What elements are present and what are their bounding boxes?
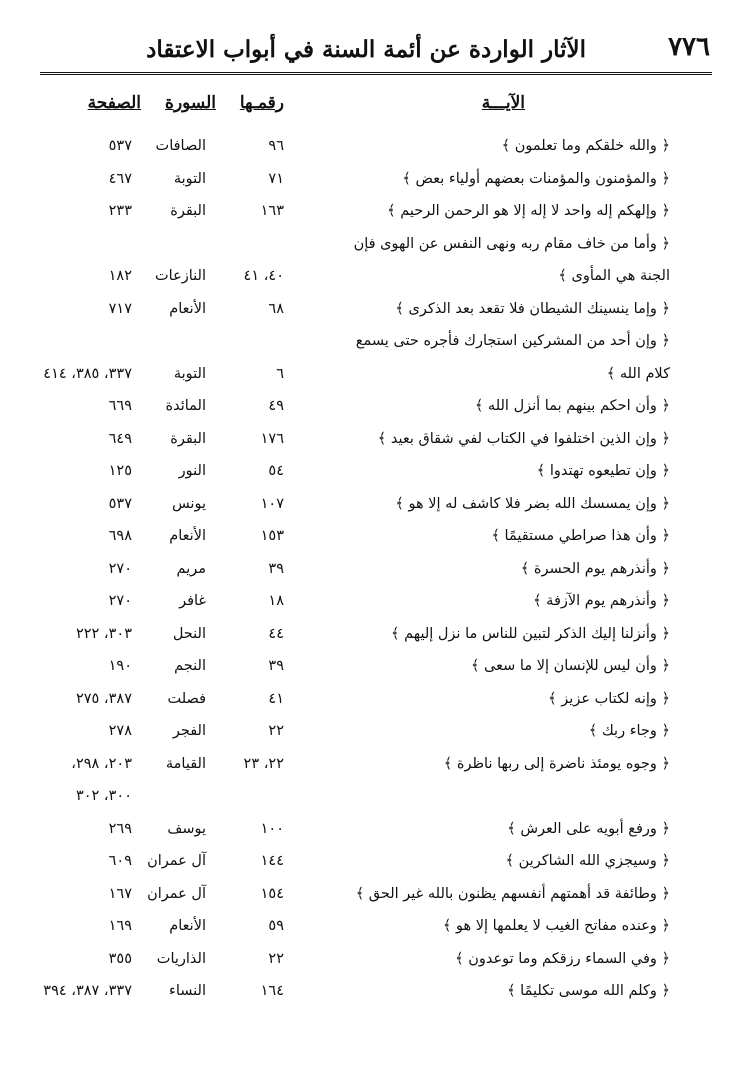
page-reference: ٣٠٣، ٢٢٢ xyxy=(75,625,132,642)
verse-number: ١٧٦ xyxy=(260,430,284,447)
verse-number: ٣٩ xyxy=(268,658,284,674)
index-row xyxy=(0,333,744,366)
column-header-number: رقمـها xyxy=(239,93,284,113)
running-title: الآثار الواردة عن أئمة السنة في أبواب الاعتقاد xyxy=(146,36,586,63)
verse-number: ١٥٣ xyxy=(260,528,284,544)
page-reference: ٦٠٩ xyxy=(108,853,132,869)
verse-text: ﴿ وكلم الله موسى تكليمًا ﴾ xyxy=(507,983,670,999)
verse-number: ١٨ xyxy=(268,593,284,609)
page-reference: ٤٦٧ xyxy=(108,170,132,187)
index-row xyxy=(0,593,744,626)
index-row xyxy=(0,496,744,529)
surah-name: مريم xyxy=(176,560,206,577)
verse-text: ﴿ وطائفة قد أهمتهم أنفسهم يظنون بالله غير الحق ﴾ xyxy=(355,885,670,902)
verse-number: ١٥٤ xyxy=(260,885,284,902)
verse-text: ﴿ وأما من خاف مقام ربه ونهى النفس عن الهوى فإن xyxy=(353,235,670,252)
verse-number: ٧١ xyxy=(268,170,284,187)
page-reference: ١٩٠ xyxy=(108,658,132,674)
index-row xyxy=(0,886,744,919)
index-row xyxy=(0,626,744,659)
surah-name: الفجر xyxy=(172,723,206,739)
index-row xyxy=(0,366,744,399)
index-row xyxy=(0,788,744,821)
page-reference: ٥٣٧ xyxy=(108,138,132,154)
index-row xyxy=(0,853,744,886)
verse-text: ﴿ وأن هذا صراطي مستقيمًا ﴾ xyxy=(491,528,670,544)
verse-number: ١٠٧ xyxy=(260,495,284,512)
surah-name: المائدة xyxy=(165,398,206,414)
page-reference: ٧١٧ xyxy=(108,300,132,317)
surah-name: الذاريات xyxy=(156,950,206,967)
verse-text: ﴿ وأنزلنا إليك الذكر لتبين للناس ما نزل إليهم ﴾ xyxy=(391,625,670,642)
verse-number: ٤٤ xyxy=(268,625,284,642)
index-row xyxy=(0,756,744,789)
surah-name: يونس xyxy=(171,495,206,512)
index-row xyxy=(0,398,744,431)
verse-number: ٢٢، ٢٣ xyxy=(243,755,284,772)
verse-number: ٥٩ xyxy=(268,918,284,934)
verse-text: ﴿ والله خلقكم وما تعلمون ﴾ xyxy=(501,138,670,154)
verse-number: ٤٠، ٤١ xyxy=(243,268,284,284)
page-reference: ١٢٥ xyxy=(108,463,132,479)
verse-number: ١٦٣ xyxy=(260,203,284,219)
verse-number: ٩٦ xyxy=(268,138,284,154)
surah-name: النحل xyxy=(172,625,206,642)
verse-number: ٥٤ xyxy=(268,463,284,479)
page-header xyxy=(40,28,712,75)
verse-text: ﴿ وإما ينسينك الشيطان فلا تقعد بعد الذكرى ﴾ xyxy=(395,300,670,317)
surah-name: النساء xyxy=(169,983,206,999)
verse-text: ﴿ وأنذرهم يوم الحسرة ﴾ xyxy=(520,560,670,577)
verse-text: ﴿ وإن تطيعوه تهتدوا ﴾ xyxy=(536,463,670,479)
verse-text: ﴿ وفي السماء رزقكم وما توعدون ﴾ xyxy=(455,950,670,967)
page-reference: ٢٣٣ xyxy=(108,203,132,219)
verse-number: ٢٢ xyxy=(268,950,284,967)
verse-text: ﴿ وجاء ربك ﴾ xyxy=(588,723,670,739)
verse-number: ٦ xyxy=(276,365,284,382)
column-header-page: الصفحة xyxy=(87,93,141,113)
verse-number: ٢٢ xyxy=(268,723,284,739)
index-row xyxy=(0,658,744,691)
page-reference: ٦٦٩ xyxy=(108,398,132,414)
index-row xyxy=(0,171,744,204)
surah-name: فصلت xyxy=(167,690,206,707)
verse-text: ﴿ وأن احكم بينهم بما أنزل الله ﴾ xyxy=(474,398,670,414)
index-row xyxy=(0,268,744,301)
column-header-verse: الآيـــة xyxy=(481,93,525,113)
verse-text: ﴿ وإن يمسسك الله بضر فلا كاشف له إلا هو ﴾ xyxy=(395,495,670,512)
index-row xyxy=(0,983,744,1016)
surah-name: النجم xyxy=(174,658,206,674)
page-reference: ٢٦٩ xyxy=(108,820,132,837)
surah-name: النور xyxy=(178,463,206,479)
index-row xyxy=(0,236,744,269)
verse-text: ﴿ وأن ليس للإنسان إلا ما سعى ﴾ xyxy=(470,658,670,674)
column-header-surah: السورة xyxy=(165,93,216,113)
surah-name: البقرة xyxy=(170,203,206,219)
surah-name: يوسف xyxy=(167,820,206,837)
page-reference: ٢٠٣، ٢٩٨، xyxy=(71,755,132,772)
index-row xyxy=(0,301,744,334)
verse-text: ﴿ وسيجزي الله الشاكرين ﴾ xyxy=(505,853,670,869)
index-row xyxy=(0,431,744,464)
page-reference: ٢٧٨ xyxy=(108,723,132,739)
page-reference: ١٨٢ xyxy=(108,268,132,284)
page-reference: ٢٧٠ xyxy=(108,560,132,577)
page-reference: ٢٧٠ xyxy=(108,593,132,609)
index-row xyxy=(0,203,744,236)
surah-name: غافر xyxy=(179,593,206,609)
verse-number: ١٦٤ xyxy=(260,983,284,999)
index-row xyxy=(0,723,744,756)
index-row xyxy=(0,918,744,951)
surah-name: النازعات xyxy=(155,268,206,284)
verse-number: ١٠٠ xyxy=(260,820,284,837)
surah-name: البقرة xyxy=(170,430,206,447)
surah-name: آل عمران xyxy=(147,885,206,902)
verse-text: ﴿ والمؤمنون والمؤمنات بعضهم أولياء بعض ﴾ xyxy=(402,170,670,187)
verse-text: ﴿ وجوه يومئذ ناضرة إلى ربها ناظرة ﴾ xyxy=(443,755,670,772)
surah-name: القيامة xyxy=(165,755,206,772)
verse-text: ﴿ وإن الذين اختلفوا في الكتاب لفي شقاق بعيد ﴾ xyxy=(377,430,670,447)
verse-text: ﴿ وإلهكم إله واحد لا إله إلا هو الرحمن الرحيم ﴾ xyxy=(387,203,670,219)
index-row xyxy=(0,561,744,594)
surah-name: الأنعام xyxy=(169,300,206,317)
surah-name: الأنعام xyxy=(169,918,206,934)
surah-name: آل عمران xyxy=(147,853,206,869)
verse-number: ٦٨ xyxy=(268,300,284,317)
page-reference: ٦٩٨ xyxy=(108,528,132,544)
index-row xyxy=(0,691,744,724)
verse-number: ٤٩ xyxy=(268,398,284,414)
index-row xyxy=(0,463,744,496)
verse-text: الجنة هي المأوى ﴾ xyxy=(558,268,670,284)
verse-text: ﴿ وأنذرهم يوم الآزفة ﴾ xyxy=(533,593,670,609)
verse-text: ﴿ وعنده مفاتح الغيب لا يعلمها إلا هو ﴾ xyxy=(442,918,670,934)
verse-number: ٣٩ xyxy=(268,560,284,577)
page-reference: ٣٨٧، ٢٧٥ xyxy=(75,690,132,707)
page-reference: ١٦٩ xyxy=(108,918,132,934)
verse-text: ﴿ وإن أحد من المشركين استجارك فأجره حتى يسمع xyxy=(355,333,670,349)
index-table xyxy=(0,138,744,1016)
page-reference: ٣٠٠، ٣٠٢ xyxy=(75,788,132,804)
verse-number: ١٤٤ xyxy=(260,853,284,869)
surah-name: الأنعام xyxy=(169,528,206,544)
page-reference: ٦٤٩ xyxy=(108,430,132,447)
page-reference: ٣٣٧، ٣٨٧، ٣٩٤ xyxy=(43,983,132,999)
index-row xyxy=(0,821,744,854)
verse-text: ﴿ ورفع أبويه على العرش ﴾ xyxy=(507,820,670,837)
verse-text: كلام الله ﴾ xyxy=(606,365,670,382)
page-reference: ٣٥٥ xyxy=(108,950,132,967)
surah-name: الصافات xyxy=(155,138,206,154)
index-row xyxy=(0,528,744,561)
verse-number: ٤١ xyxy=(268,690,284,707)
page-reference: ٣٣٧، ٣٨٥، ٤١٤ xyxy=(43,365,132,382)
index-row xyxy=(0,138,744,171)
surah-name: التوبة xyxy=(173,365,206,382)
index-row xyxy=(0,951,744,984)
page-reference: ١٦٧ xyxy=(108,885,132,902)
page-number: ٧٧٦ xyxy=(668,32,710,62)
surah-name: التوبة xyxy=(173,170,206,187)
verse-text: ﴿ وإنه لكتاب عزيز ﴾ xyxy=(548,690,670,707)
page-reference: ٥٣٧ xyxy=(108,495,132,512)
